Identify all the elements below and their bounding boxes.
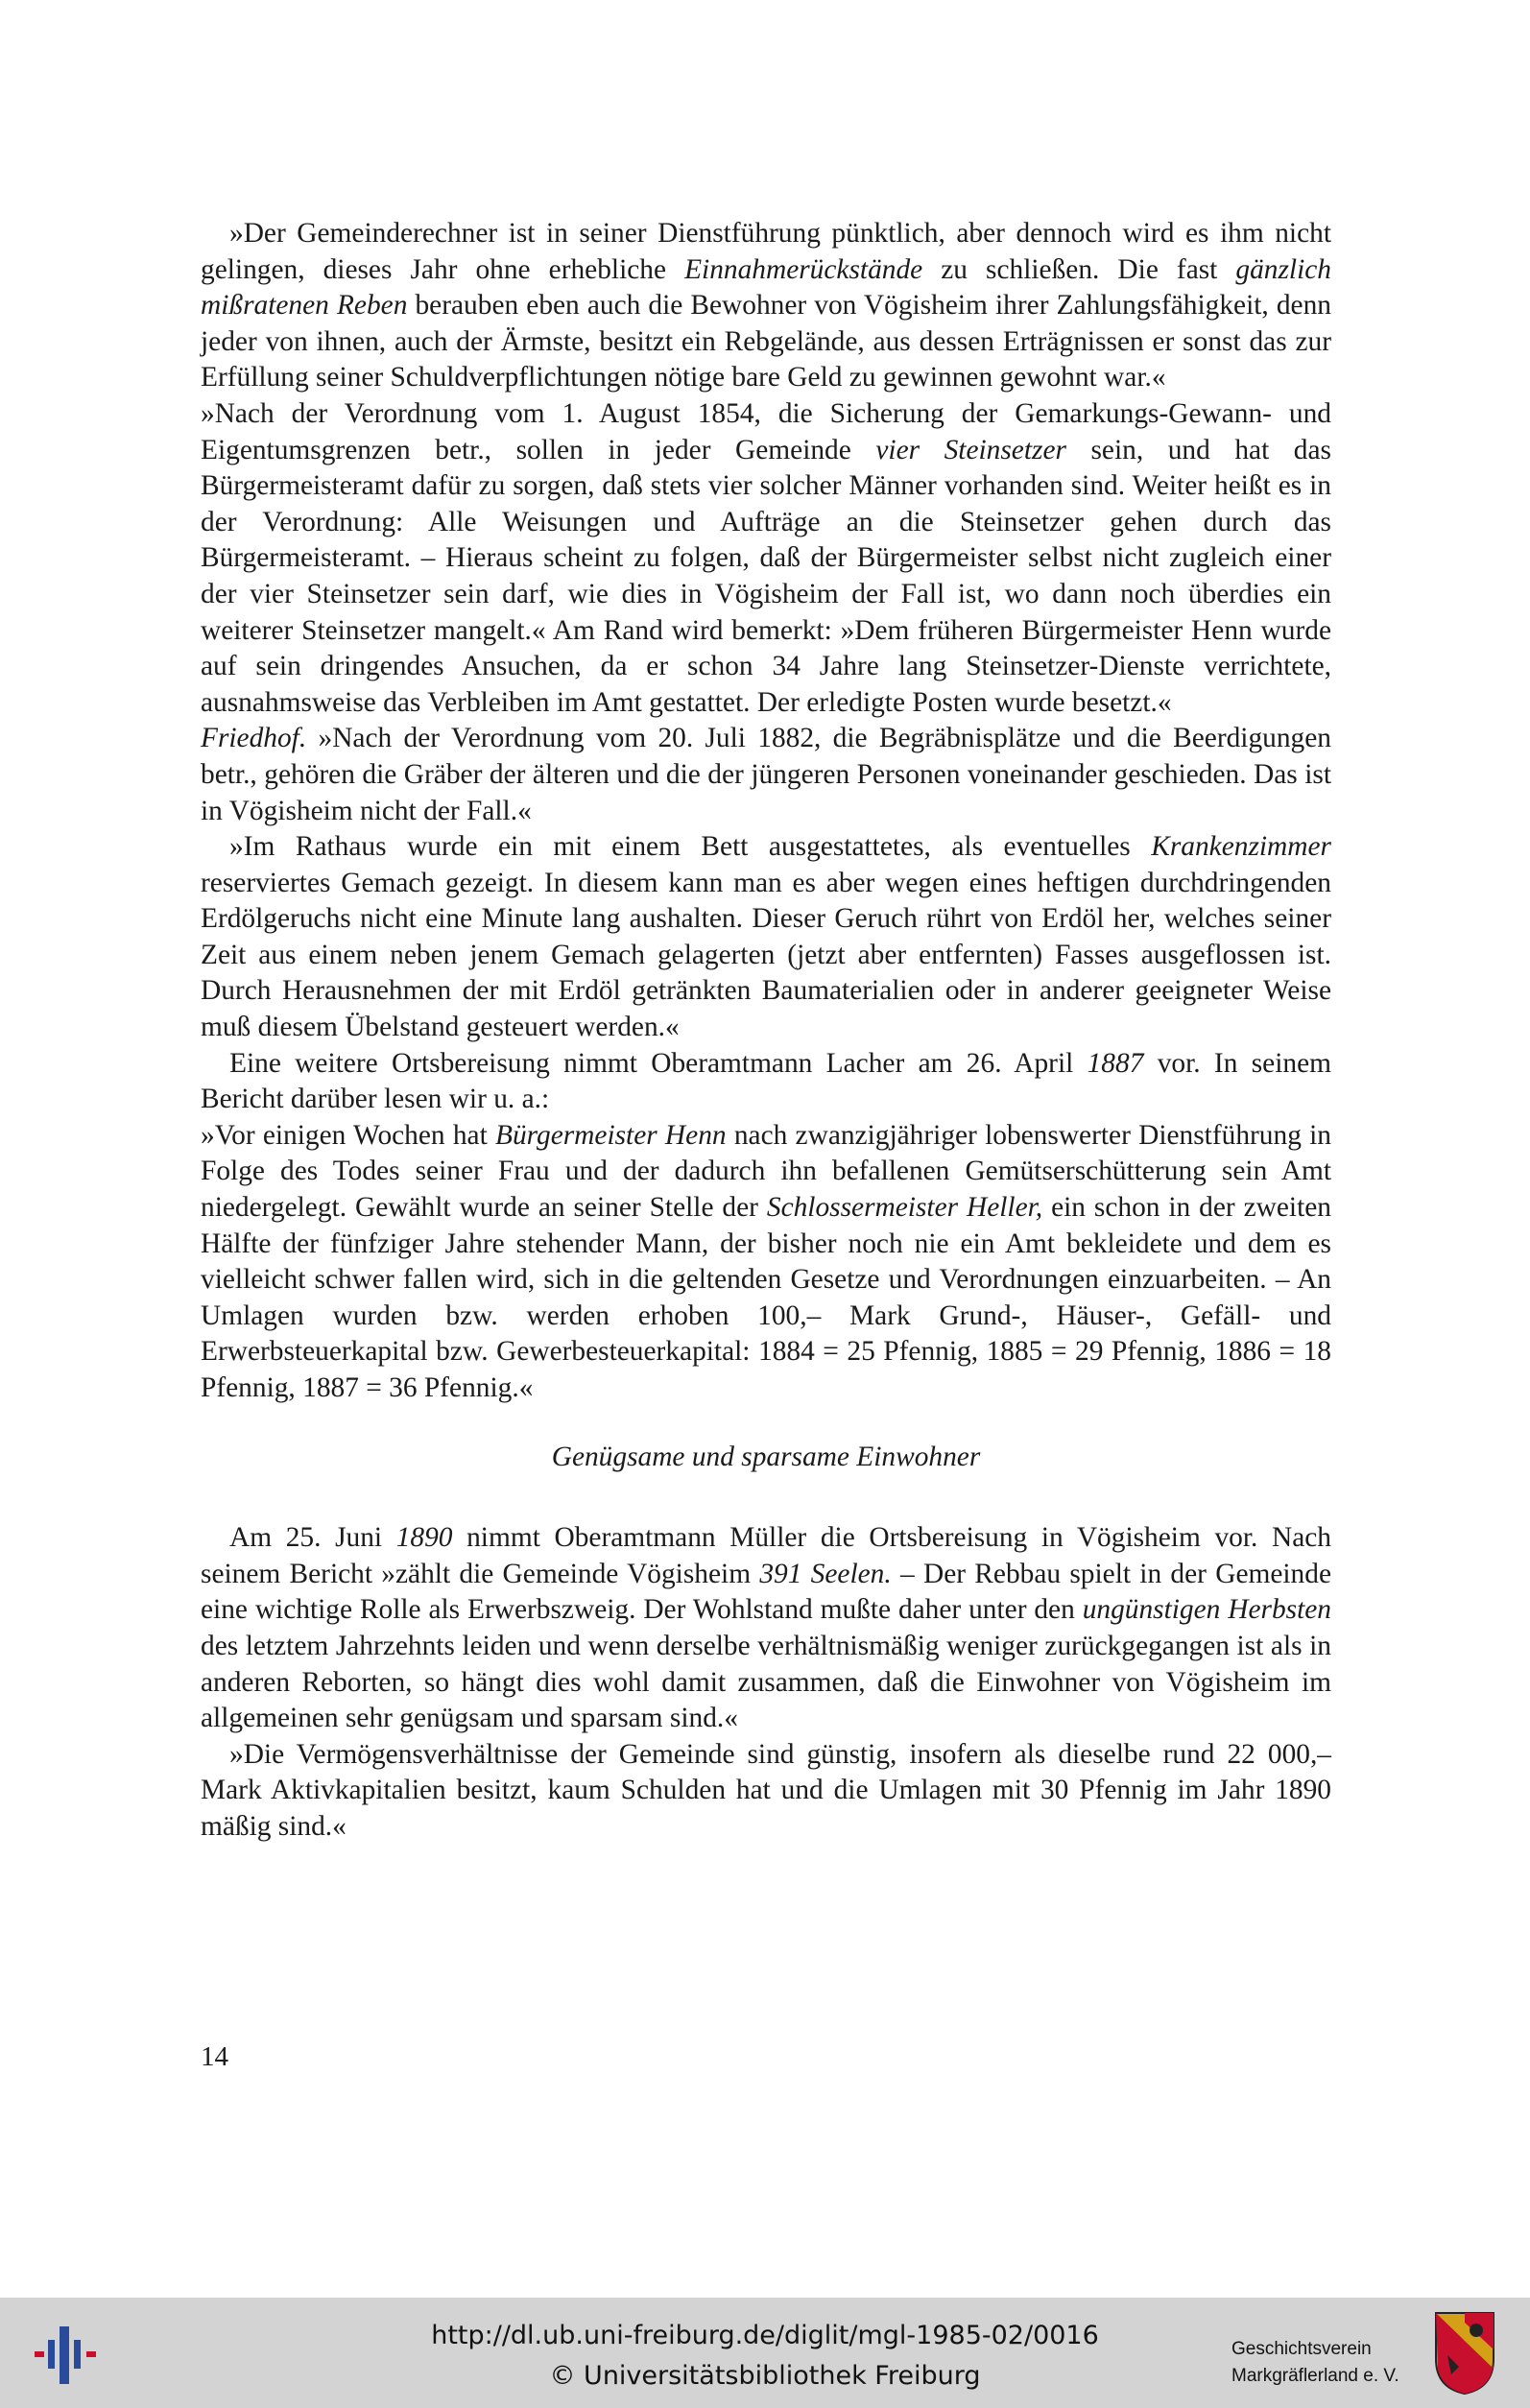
- emphasis-text: vier Steinsetzer: [875, 434, 1066, 465]
- emphasis-text: Krankenzimmer: [1151, 831, 1331, 863]
- paragraph: [201, 1520, 1331, 1737]
- paragraph: [201, 396, 1331, 721]
- paragraph: [201, 1737, 1331, 1846]
- text-run: ein schon in der zweiten Hälfte der fünfziger Jahre stehender Mann, der bisher noch nie ein Amt bekleidete und dem es vielleicht schwer fallen wird, sich in die geltenden Gesetze und Verordnungen einzuarbeiten. – An Umlagen wurden bzw. werden erhoben 100,– Mark Grund-, Häuser-, Gefäll- und Erwerbsteuerkapital bzw. Gewerbesteuerkapital: 1884 = 25 Pfennig, 1885 = 29 Pfennig, 1886 = 18 Pfennig, 1887 = 36 Pfennig.«: [201, 1192, 1331, 1403]
- footer-copyright: © Universitätsbibliothek Freiburg: [549, 2361, 981, 2391]
- text-run: – Der Rebbau spielt in der Gemeinde eine wichtige Rolle als Erwerbszweig. Der Wohlstand mußte daher unter den: [201, 1558, 1331, 1626]
- emphasis-text: 1887: [1087, 1047, 1144, 1079]
- footer-bar: [0, 2298, 1530, 2408]
- text-run: »Nach der Verordnung vom 20. Juli 1882, die Begräbnisplätze und die Beerdigungen betr., gehören die Gräber der älteren und die der jüngeren Personen voneinander geschieden. Das ist in Vögisheim nicht der Fall.«: [201, 723, 1331, 826]
- text-run: »Nach der Verordnung vom 1. August 1854, die Sicherung der Gemarkungs-Gewann- und Eigentumsgrenzen betr., sollen in jeder Gemeinde: [201, 397, 1331, 465]
- paragraph: [201, 1046, 1331, 1118]
- emphasis-text: 391 Seelen.: [759, 1558, 892, 1589]
- page-number: 14: [201, 2041, 228, 2072]
- text-run: des letztem Jahrzehnts leiden und wenn derselbe verhältnismäßig weniger zurückgegangen ist als in anderen Reborten, so hängt dies wohl damit zusammen, daß die Einwohner von Vögisheim im allgemeinen sehr genügsam und sparsam sind.«: [201, 1630, 1331, 1734]
- society-line: Geschichtsverein: [1231, 2339, 1372, 2359]
- text-run: »Die Vermögensverhältnisse der Gemeinde sind günstig, insofern als dieselbe rund 22 000,– Mark Aktivkapitalien besitzt, kaum Schulden hat und die Umlagen mit 30 Pfennig im Jahr 1890 mäßig sind.«: [201, 1738, 1331, 1842]
- emphasis-text: 1890: [395, 1522, 453, 1554]
- emphasis-text: gänzlich mißratenen Reben: [201, 253, 1331, 322]
- text-run: sein, und hat das Bürgermeisteramt dafür zu sorgen, daß stets vier solcher Männer vorhanden sind. Weiter heißt es in der Verordnung: Alle Weisungen und Aufträge an die Steinsetzer gehen durch das Bürgermeisteramt. – Hieraus scheint zu folgen, daß der Bürgermeister selbst nicht zugleich einer der vier Steinsetzer sein darf, wie dies in Vögisheim der Fall ist, wo dann noch überdies ein weiterer Steinsetzer mangelt.« Am Rand wird bemerkt: »Dem früheren Bürgermeister Henn wurde auf sein dringendes Ansuchen, da er schon 34 Jahre lang Steinsetzer-Dienste verrichtete, ausnahmsweise das Verbleiben im Amt gestattet. Der erledigte Posten wurde besetzt.«: [201, 434, 1331, 718]
- footer-url-link[interactable]: http://dl.ub.uni-freiburg.de/diglit/mgl-1985-02/0016: [431, 2321, 1099, 2350]
- text-run: »Im Rathaus wurde ein mit einem Bett ausgestattetes, als eventuelles: [229, 831, 1152, 863]
- paragraph: [201, 829, 1331, 1046]
- text-run: berauben eben auch die Bewohner von Vögisheim ihrer Zahlungsfähigkeit, denn jeder von ihnen, auch der Ärmste, besitzt ein Rebgelände, aus dessen Erträgnissen er sonst das zur Erfüllung seiner Schuldverpflichtungen nötige bare Geld zu gewinnen gewohnt war.«: [201, 290, 1331, 393]
- text-run: reserviertes Gemach gezeigt. In diesem kann man es aber wegen eines heftigen durchdringenden Erdölgeruchs nicht eine Minute lang aushalten. Dieser Geruch rührt von Erdöl her, welches seiner Zeit aus einem neben jenem Gemach gelagerten (jetzt aber entfernten) Fasses ausgeflossen ist. Durch Herausnehmen der mit Erdöl getränkten Baumaterialien oder in anderer geeigneter Weise muß diesem Übelstand gesteuert werden.«: [201, 867, 1331, 1043]
- text-run: zu schließen. Die fast: [922, 253, 1236, 285]
- paragraph: [201, 1118, 1331, 1407]
- text-run: »Der Gemeinderechner ist in seiner Dienstführung pünktlich, aber dennoch wird es ihm nicht gelingen, dieses Jahr ohne erhebliche: [201, 218, 1331, 285]
- paragraph: [201, 216, 1331, 396]
- section-heading: Genügsame und sparsame Einwohner: [551, 1441, 981, 1472]
- emphasis-text: Friedhof.: [201, 723, 307, 754]
- text-run: »Vor einigen Wochen hat: [201, 1119, 495, 1151]
- emphasis-text: Schlossermeister Heller,: [766, 1192, 1043, 1224]
- text-run: Am 25. Juni: [229, 1522, 396, 1554]
- emphasis-text: Einnahmerückstände: [684, 253, 923, 285]
- emphasis-text: Bürgermeister Henn: [495, 1119, 727, 1151]
- text-run: Eine weitere Ortsbereisung nimmt Oberamtmann Lacher am 26. April: [229, 1047, 1088, 1079]
- text-run: nach zwanzigjähriger lobenswerter Dienstführung in Folge des Todes seiner Frau und der dadurch ihn befallenen Gemütserschütterung sein Amt niedergelegt. Gewählt wurde an seiner Stelle der: [201, 1119, 1331, 1224]
- paragraph: [201, 721, 1331, 829]
- coat-of-arms-icon: [1434, 2311, 1495, 2396]
- body-text: [201, 216, 1331, 1846]
- text-run: vor. In seinem Bericht darüber lesen wir u. a.:: [201, 1047, 1331, 1115]
- society-line: Markgräflerland e. V.: [1231, 2366, 1399, 2386]
- text-run: nimmt Oberamtmann Müller die Ortsbereisung in Vögisheim vor. Nach seinem Bericht »zählt die Gemeinde Vögisheim: [201, 1522, 1331, 1589]
- society-name: [1231, 2336, 1423, 2390]
- emphasis-text: ungünstigen Herbsten: [1082, 1594, 1331, 1626]
